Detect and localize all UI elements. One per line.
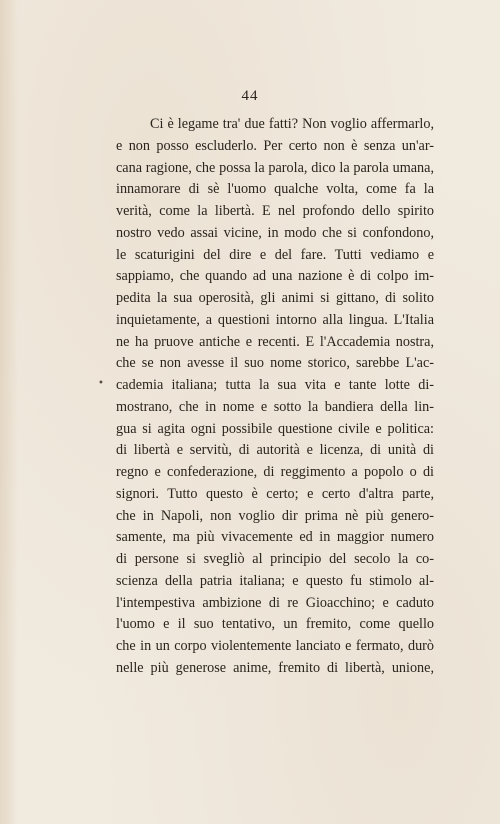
text-line: signori. Tutto questo è certo; e certo d'altra parte, <box>116 485 434 502</box>
text-line: inquietamente, a questioni intorno alla lingua. L'Italia <box>116 311 434 328</box>
text-line: Ci è legame tra' due fatti? Non voglio affermarlo, <box>150 116 434 132</box>
text-line: di persone si svegliò al principio del secolo la co- <box>116 551 434 567</box>
text-line: regno e confederazione, di reggimento a popolo o di <box>116 464 434 480</box>
page-number: 44 <box>241 88 259 104</box>
text-line: nelle più generose anime, fremito di libertà, unione, <box>116 659 434 676</box>
text-line: e non posso escluderlo. Per certo non è senza un'ar- <box>116 137 434 154</box>
text-line: di libertà e servitù, di autorità e licenza, di unità di <box>116 442 434 459</box>
body-text <box>116 114 434 680</box>
page-edge-shadow <box>0 0 18 824</box>
text-line: samente, ma più vivacemente ed in maggior numero <box>116 529 434 546</box>
text-line: verità, come la libertà. E nel profondo dello spirito <box>116 203 434 219</box>
text-line: l'intempestiva ambizione di re Gioacchino; e caduto <box>116 594 434 611</box>
text-line: che in un corpo violentemente lanciato e fermato, durò <box>116 638 434 654</box>
text-line: nostro vedo assai vicine, in modo che si confondono, <box>116 224 434 241</box>
text-line: scienza della patria italiana; e questo fu stimolo al- <box>116 572 434 589</box>
text-line: che se non avesse il suo nome storico, sarebbe L'ac- <box>116 355 434 372</box>
text-line: cademia italiana; tutta la sua vita e tante lotte di- <box>116 377 434 393</box>
text-line: le scaturigini del dire e del fare. Tutti vediamo e <box>116 246 434 263</box>
text-line: ne ha pruove antiche e recenti. E l'Accademia nostra, <box>116 333 434 350</box>
margin-mark: • <box>98 378 104 389</box>
text-line: che in Napoli, non voglio dir prima nè più genero- <box>116 507 434 524</box>
text-line: cana ragione, che possa la parola, dico la parola umana, <box>116 159 434 176</box>
text-line: mostrano, che in nome e sotto la bandiera della lin- <box>116 398 434 415</box>
text-line: sappiamo, che quando ad una nazione è di colpo im- <box>116 268 434 285</box>
text-line: l'uomo e il suo tentativo, un fremito, come quello <box>116 616 434 633</box>
text-line: pedita la sua operosità, gli animi si gittano, di solito <box>116 290 434 306</box>
text-line: innamorare di sè l'uomo qualche volta, come fa la <box>116 181 434 198</box>
text-line: gua si agita ogni possibile questione civile e politica: <box>116 420 434 437</box>
